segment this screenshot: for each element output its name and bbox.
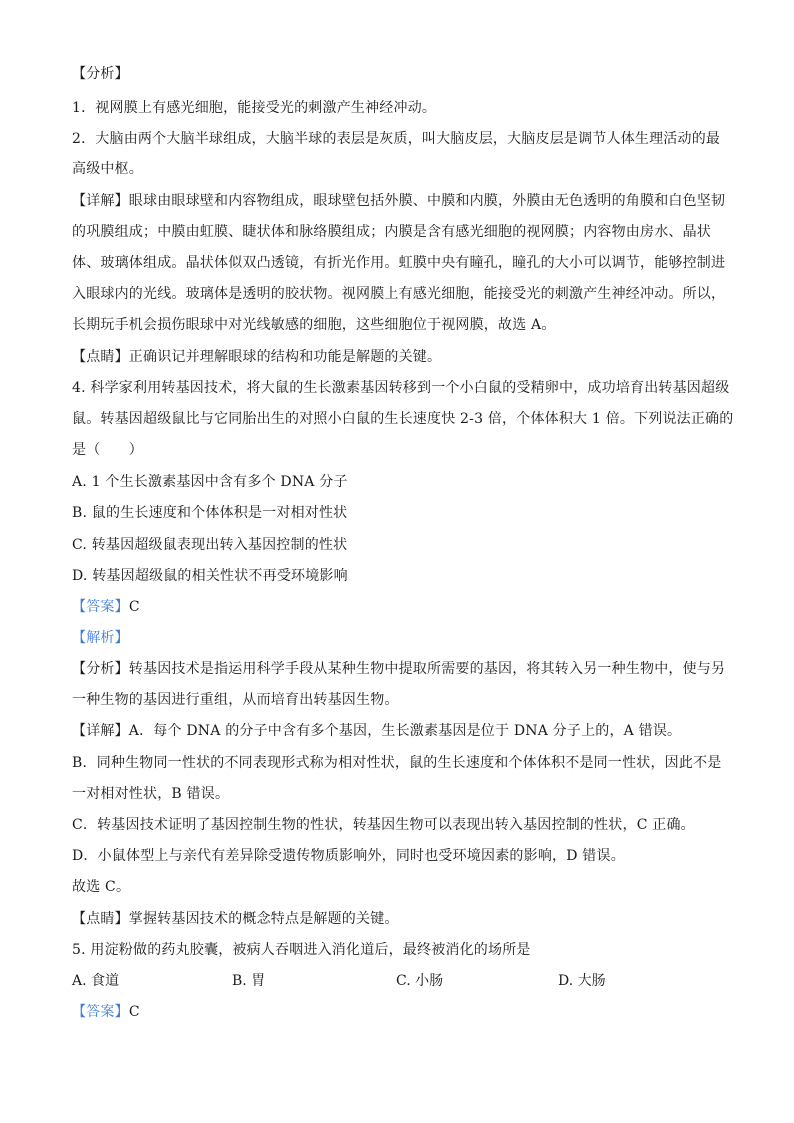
q4-option-c: C. 转基因超级鼠表现出转入基因控制的性状 [72, 537, 348, 553]
q4-answer-value: C [128, 599, 140, 615]
detail-line-1: 【详解】眼球由眼球壁和内容物组成，眼球壁包括外膜、中膜和内膜，外膜由无色透明的角膜和白色坚韧 [72, 193, 726, 209]
q5-answer-value: C [128, 1004, 140, 1020]
analysis-point-2-line-1: 2．大脑由两个大脑半球组成，大脑半球的表层是灰质，叫大脑皮层，大脑皮层是调节人体生理活动的最 [72, 131, 721, 147]
q4-detail-c: C．转基因技术证明了基因控制生物的性状，转基因生物可以表现出转入基因控制的性状，C 正确。 [72, 817, 695, 833]
q4-option-a: A. 1 个生长激素基因中含有多个 DNA 分子 [72, 474, 348, 490]
q5-answer-label: 【答案】 [72, 1004, 129, 1020]
q4-detail-a: 【详解】A．每个 DNA 的分子中含有多个基因，生长激素基因是位于 DNA 分子上的，A 错误。 [72, 723, 682, 739]
analysis-point-2-line-2: 高级中枢。 [72, 161, 143, 177]
q4-stem-line-3: 是（ ） [72, 442, 143, 458]
q4-answer-label: 【答案】 [72, 599, 129, 615]
q4-answer [72, 597, 732, 617]
q4-conclusion: 故选 C。 [72, 879, 131, 895]
detail-line-5: 长期玩手机会损伤眼球中对光线敏感的细胞，这些细胞位于视网膜，故选 A。 [72, 317, 556, 333]
analysis-heading: 【分析】 [72, 66, 129, 82]
q5-option-b: B. 胃 [232, 973, 266, 989]
q5-option-d: D. 大肠 [558, 973, 606, 989]
comment-line: 【点睛】正确识记并理解眼球的结构和功能是解题的关键。 [72, 349, 442, 365]
q4-analysis-line-1: 【分析】转基因技术是指运用科学手段从某种生物中提取所需要的基因，将其转入另一种生物中，使与另 [72, 661, 726, 677]
q4-detail-b-line-2: 一对相对性状，B 错误。 [72, 786, 230, 802]
q5-option-a: A. 食道 [72, 973, 120, 989]
q4-comment: 【点睛】掌握转基因技术的概念特点是解题的关键。 [72, 911, 399, 927]
detail-line-4: 入眼球内的光线。玻璃体是透明的胶状物。视网膜上有感光细胞，能接受光的刺激产生神经冲动。所以， [72, 286, 726, 302]
detail-line-3: 体、玻璃体组成。晶状体似双凸透镜，有折光作用。虹膜中央有瞳孔，瞳孔的大小可以调节，能够控制进 [72, 255, 726, 271]
analysis-point-1: 1．视网膜上有感光细胞，能接受光的刺激产生神经冲动。 [72, 100, 437, 116]
q4-stem-line-2: 鼠。转基因超级鼠比与它同胎出生的对照小白鼠的生长速度快 2-3 倍，个体体积大 1 倍。下列说法正确的 [72, 411, 734, 427]
q5-option-c: C. 小肠 [396, 973, 444, 989]
q4-option-b: B. 鼠的生长速度和个体体积是一对相对性状 [72, 505, 348, 521]
q4-option-d: D. 转基因超级鼠的相关性状不再受环境影响 [72, 568, 348, 584]
detail-line-2: 的巩膜组成；中膜由虹膜、睫状体和脉络膜组成；内膜是含有感光细胞的视网膜；内容物由房水、晶状 [72, 224, 711, 240]
q4-analysis-line-2: 一种生物的基因进行重组，从而培育出转基因生物。 [72, 692, 399, 708]
q4-detail-b-line-1: B．同种生物同一性状的不同表现形式称为相对性状，鼠的生长速度和个体体积不是同一性状，因此不是 [72, 755, 722, 771]
q5-answer [72, 1002, 732, 1022]
q5-stem: 5. 用淀粉做的药丸胶囊，被病人吞咽进入消化道后，最终被消化的场所是 [72, 942, 531, 958]
q4-detail-d: D．小鼠体型上与亲代有差异除受遗传物质影响外，同时也受环境因素的影响，D 错误。 [72, 848, 625, 864]
q4-stem-line-1: 4. 科学家利用转基因技术，将大鼠的生长激素基因转移到一个小白鼠的受精卵中，成功培育出转基因超级 [72, 380, 730, 396]
q4-jiexi-label: 【解析】 [72, 630, 129, 646]
